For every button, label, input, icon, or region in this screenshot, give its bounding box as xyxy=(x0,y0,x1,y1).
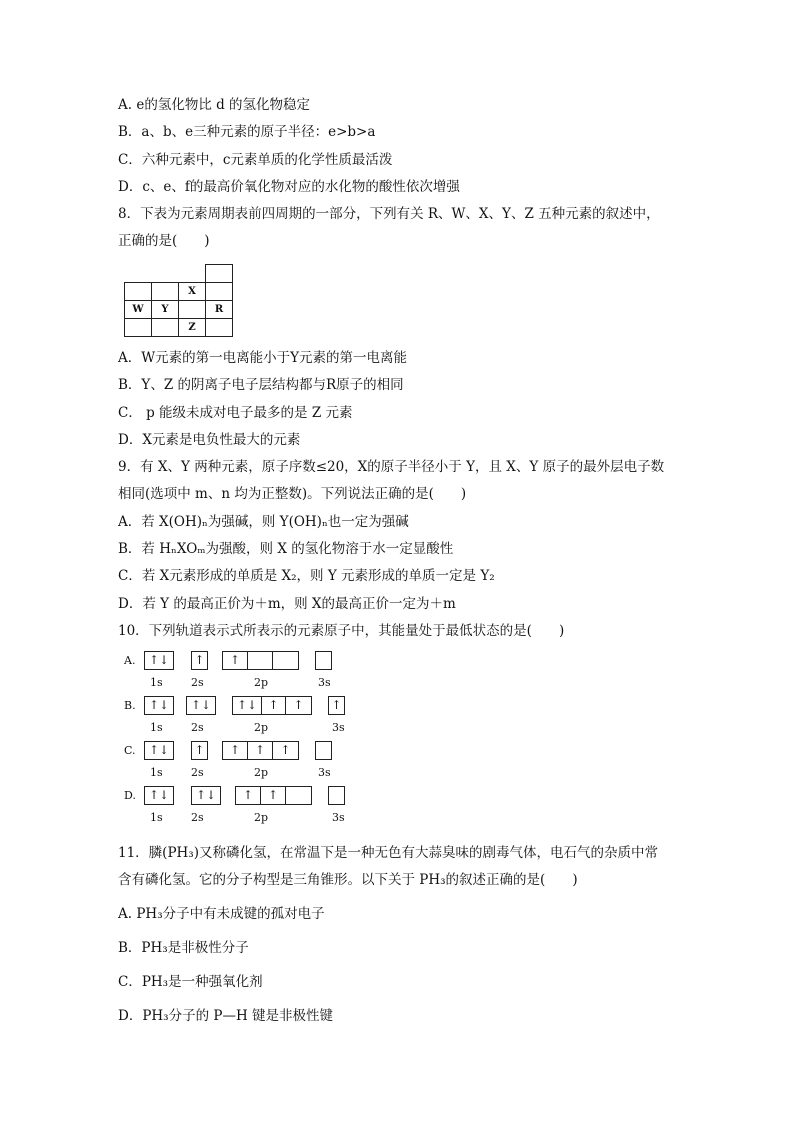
orbital-box-3s xyxy=(315,741,332,760)
q7-option-a: A. e的氢化物比 d 的氢化物稳定 xyxy=(118,97,311,113)
orbital-box-3s xyxy=(328,786,345,805)
q9-option-d: D．若 Y 的最高正价为＋m，则 X的最高正价一定为＋m xyxy=(118,596,456,612)
q9-option-a: A．若 X(OH)ₙ为强碱，则 Y(OH)ₙ也一定为强碱 xyxy=(118,514,409,530)
q11-option-d: D．PH₃分子的 P—H 键是非极性键 xyxy=(118,1008,334,1024)
orbital-box-2p: ↑ xyxy=(222,651,248,670)
orbital-box-2p: ↑ xyxy=(247,741,273,760)
q11-option-a: A. PH₃分子中有未成键的孤对电子 xyxy=(118,906,325,922)
table-cell-empty xyxy=(151,318,179,337)
q10-stem: 10．下列轨道表示式所表示的元素原子中，其能量处于最低状态的是( ) xyxy=(118,623,565,639)
orbital-name-2p: 2p xyxy=(254,766,269,779)
q11-option-b: B．PH₃是非极性分子 xyxy=(118,940,249,956)
q11-stem-line2: 含有磷化氢。它的分子构型是三角锥形。以下关于 PH₃的叙述正确的是( ) xyxy=(118,872,578,888)
orbital-option-label: C. xyxy=(124,744,136,757)
table-cell-z: Z xyxy=(178,318,206,337)
orbital-box-2s: ↑↓ xyxy=(191,786,221,805)
orbital-box-1s: ↑↓ xyxy=(144,651,174,670)
q7-option-c: C．六种元素中，c元素单质的化学性质最活泼 xyxy=(118,152,393,168)
table-cell-empty xyxy=(124,318,152,337)
orbital-diagram-option-c xyxy=(118,741,418,785)
q8-stem-line2: 正确的是( ) xyxy=(118,233,210,249)
q11-option-c: C．PH₃是一种强氧化剂 xyxy=(118,974,263,990)
orbital-box-2p: ↑↓ xyxy=(232,696,262,715)
orbital-diagram-option-d xyxy=(118,786,418,830)
q7-option-d: D．c、e、f的最高价氧化物对应的水化物的酸性依次增强 xyxy=(118,179,460,195)
orbital-name-3s: 3s xyxy=(332,811,345,824)
orbital-name-3s: 3s xyxy=(318,676,331,689)
q11-stem-line1: 11．膦(PH₃)又称磷化氢，在常温下是一种无色有大蒜臭味的剧毒气体，电石气的杂质中常 xyxy=(118,845,658,861)
table-cell-w: W xyxy=(124,300,152,319)
orbital-box-2p: ↑ xyxy=(285,696,312,715)
orbital-name-1s: 1s xyxy=(150,721,163,734)
orbital-box-2s: ↑ xyxy=(191,651,208,670)
q9-option-c: C．若 X元素形成的单质是 X₂，则 Y 元素形成的单质一定是 Y₂ xyxy=(118,568,495,584)
table-cell-empty xyxy=(205,318,233,337)
orbital-name-1s: 1s xyxy=(150,811,163,824)
orbital-name-1s: 1s xyxy=(150,676,163,689)
orbital-name-2s: 2s xyxy=(191,811,204,824)
orbital-name-2s: 2s xyxy=(191,676,204,689)
orbital-box-1s: ↑↓ xyxy=(144,786,174,805)
orbital-box-2p: ↑ xyxy=(272,741,299,760)
orbital-diagram-option-a xyxy=(118,651,418,695)
orbital-name-3s: 3s xyxy=(318,766,331,779)
q9-stem-line2: 相同(选项中 m、n 均为正整数)。下列说法正确的是( ) xyxy=(118,486,467,502)
orbital-option-label: B. xyxy=(124,699,136,712)
orbital-box-3s: ↑ xyxy=(328,696,345,715)
orbital-name-2p: 2p xyxy=(254,676,269,689)
orbital-box-3s xyxy=(315,651,332,670)
table-cell-y: Y xyxy=(151,300,179,319)
table-cell-empty xyxy=(151,282,179,301)
orbital-box-2p xyxy=(247,651,273,670)
orbital-diagram-option-b xyxy=(118,696,418,740)
orbital-box-2p: ↑ xyxy=(261,696,286,715)
orbital-option-label: A. xyxy=(124,654,136,667)
orbital-name-3s: 3s xyxy=(332,721,345,734)
q8-option-d: D．X元素是电负性最大的元素 xyxy=(118,432,301,448)
orbital-box-2p: ↑ xyxy=(222,741,248,760)
table-cell-empty xyxy=(178,300,206,319)
orbital-name-2p: 2p xyxy=(254,721,269,734)
orbital-box-2s: ↑ xyxy=(191,741,208,760)
orbital-name-2p: 2p xyxy=(254,811,269,824)
orbital-box-1s: ↑↓ xyxy=(144,696,174,715)
table-cell-x: X xyxy=(178,282,206,301)
q9-option-b: B．若 HₙXOₘ为强酸，则 X 的氢化物溶于水一定显酸性 xyxy=(118,541,454,557)
table-cell-empty xyxy=(205,282,233,301)
orbital-box-2p xyxy=(285,786,312,805)
orbital-name-2s: 2s xyxy=(191,766,204,779)
table-cell-r: R xyxy=(205,300,233,319)
q7-option-b: B．a、b、e三种元素的原子半径：e>b>a xyxy=(118,124,376,140)
orbital-option-label: D. xyxy=(124,789,136,802)
table-cell-empty-top xyxy=(205,264,233,283)
q8-option-a: A．W元素的第一电离能小于Y元素的第一电离能 xyxy=(118,350,408,366)
orbital-box-2s: ↑↓ xyxy=(186,696,216,715)
q8-option-b: B．Y、Z 的阴离子电子层结构都与R原子的相同 xyxy=(118,377,404,393)
q8-stem-line1: 8．下表为元素周期表前四周期的一部分，下列有关 R、W、X、Y、Z 五种元素的叙述中， xyxy=(118,206,660,222)
orbital-box-1s: ↑↓ xyxy=(144,741,174,760)
orbital-name-1s: 1s xyxy=(150,766,163,779)
orbital-box-2p: ↑ xyxy=(260,786,286,805)
orbital-box-2p xyxy=(272,651,299,670)
q8-option-c: C． p 能级未成对电子最多的是 Z 元素 xyxy=(118,405,353,421)
orbital-name-2s: 2s xyxy=(191,721,204,734)
table-cell-empty xyxy=(124,282,152,301)
q9-stem-line1: 9．有 X、Y 两种元素，原子序数≤20，X的原子半径小于 Y，且 X、Y 原子的最外层电子数 xyxy=(118,459,665,475)
orbital-box-2p: ↑ xyxy=(235,786,261,805)
